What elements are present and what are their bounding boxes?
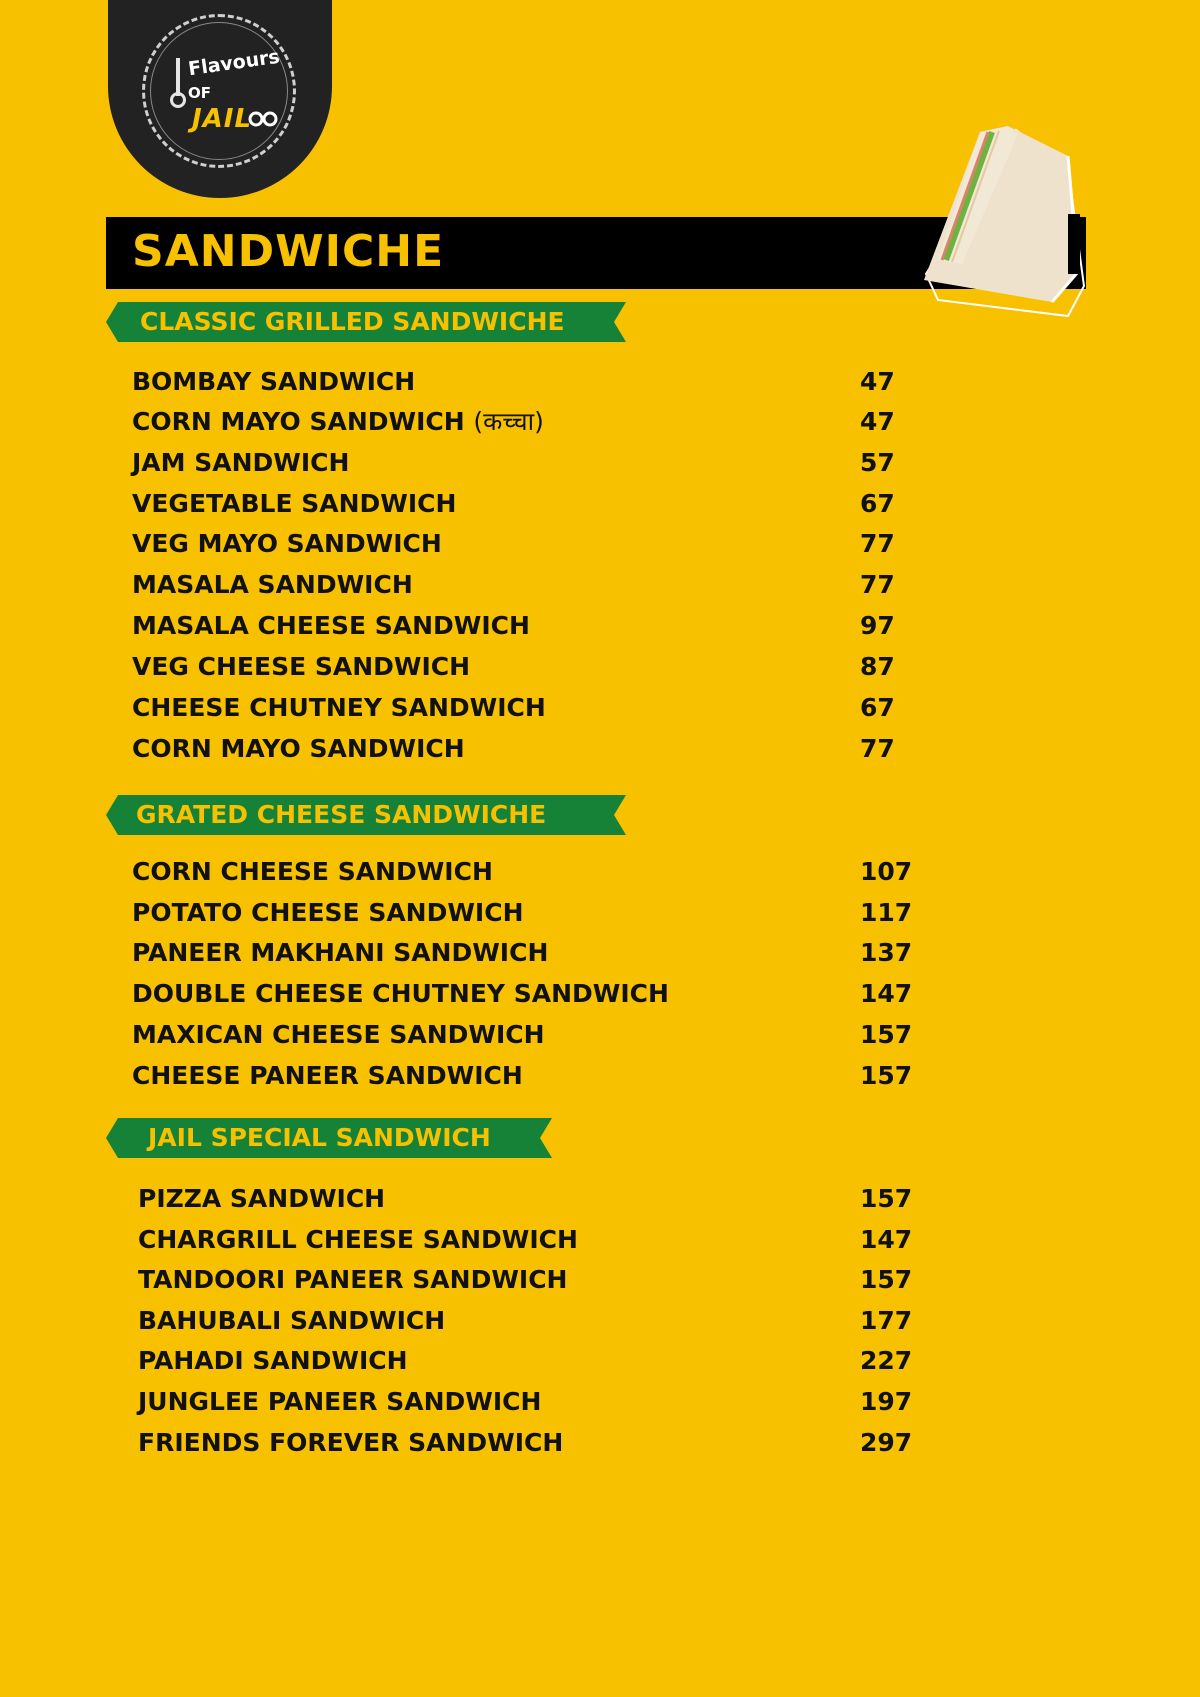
- menu-item-price: 157: [860, 1020, 913, 1049]
- menu-item-name: MASALA SANDWICH: [132, 570, 413, 599]
- section-heading: CLASSIC GRILLED SANDWICHE: [140, 307, 565, 336]
- menu-item-name: BAHUBALI SANDWICH: [138, 1306, 446, 1335]
- menu-item-price: 77: [860, 529, 895, 558]
- menu-item-name: CHEESE PANEER SANDWICH: [132, 1061, 523, 1090]
- menu-item-price: 47: [860, 367, 895, 396]
- menu-item-price: 47: [860, 407, 895, 436]
- menu-item-name: BOMBAY SANDWICH: [132, 367, 416, 396]
- noose-loop-icon: [170, 92, 186, 108]
- menu-item-name-with-note: [132, 407, 544, 437]
- menu-item-name: CHARGRILL CHEESE SANDWICH: [138, 1225, 578, 1254]
- menu-item-name: PAHADI SANDWICH: [138, 1346, 408, 1375]
- menu-item-name: MAXICAN CHEESE SANDWICH: [132, 1020, 545, 1049]
- handcuffs-icon: [248, 110, 278, 128]
- menu-item-price: 177: [860, 1306, 913, 1335]
- page-title: SANDWICHE: [132, 226, 445, 277]
- menu-item-name: CHEESE CHUTNEY SANDWICH: [132, 693, 546, 722]
- menu-item-price: 57: [860, 448, 895, 477]
- menu-item-name: VEGETABLE SANDWICH: [132, 489, 457, 518]
- menu-item-price: 137: [860, 938, 913, 967]
- menu-item-price: 227: [860, 1346, 913, 1375]
- noose-icon: [176, 58, 180, 96]
- logo-inner-ring: [150, 22, 288, 160]
- menu-item-note: (कच्चा): [473, 407, 544, 436]
- menu-item-price: 77: [860, 734, 895, 763]
- menu-item-price: 77: [860, 570, 895, 599]
- menu-item-price: 147: [860, 979, 913, 1008]
- menu-item-price: 67: [860, 489, 895, 518]
- menu-item-name: PANEER MAKHANI SANDWICH: [132, 938, 549, 967]
- menu-item-price: 157: [860, 1265, 913, 1294]
- sandwich-icon: [918, 124, 1092, 334]
- menu-item-name: JAM SANDWICH: [132, 448, 350, 477]
- menu-item-price: 197: [860, 1387, 913, 1416]
- logo-text-of: OF: [188, 84, 211, 102]
- logo-text-flavours: Flavours: [186, 45, 282, 81]
- menu-item-name: VEG CHEESE SANDWICH: [132, 652, 471, 681]
- menu-item-name: MASALA CHEESE SANDWICH: [132, 611, 530, 640]
- section-heading: GRATED CHEESE SANDWICHE: [136, 800, 547, 829]
- menu-item-name: CORN MAYO SANDWICH: [132, 734, 465, 763]
- menu-item-price: 107: [860, 857, 913, 886]
- menu-item-name: CORN MAYO SANDWICH: [132, 407, 465, 436]
- menu-item-name: TANDOORI PANEER SANDWICH: [138, 1265, 568, 1294]
- menu-item-price: 117: [860, 898, 913, 927]
- menu-item-price: 87: [860, 652, 895, 681]
- menu-item-price: 297: [860, 1428, 913, 1457]
- menu-item-price: 157: [860, 1061, 913, 1090]
- menu-item-price: 67: [860, 693, 895, 722]
- menu-item-name: CORN CHEESE SANDWICH: [132, 857, 493, 886]
- logo-text-jail: JAIL: [192, 104, 253, 134]
- menu-item-name: PIZZA SANDWICH: [138, 1184, 386, 1213]
- menu-item-name: DOUBLE CHEESE CHUTNEY SANDWICH: [132, 979, 669, 1008]
- menu-item-name: JUNGLEE PANEER SANDWICH: [138, 1387, 542, 1416]
- menu-item-name: FRIENDS FOREVER SANDWICH: [138, 1428, 564, 1457]
- menu-item-name: VEG MAYO SANDWICH: [132, 529, 442, 558]
- menu-item-price: 157: [860, 1184, 913, 1213]
- menu-item-price: 97: [860, 611, 895, 640]
- menu-item-price: 147: [860, 1225, 913, 1254]
- menu-item-name: POTATO CHEESE SANDWICH: [132, 898, 524, 927]
- section-heading: JAIL SPECIAL SANDWICH: [148, 1123, 491, 1152]
